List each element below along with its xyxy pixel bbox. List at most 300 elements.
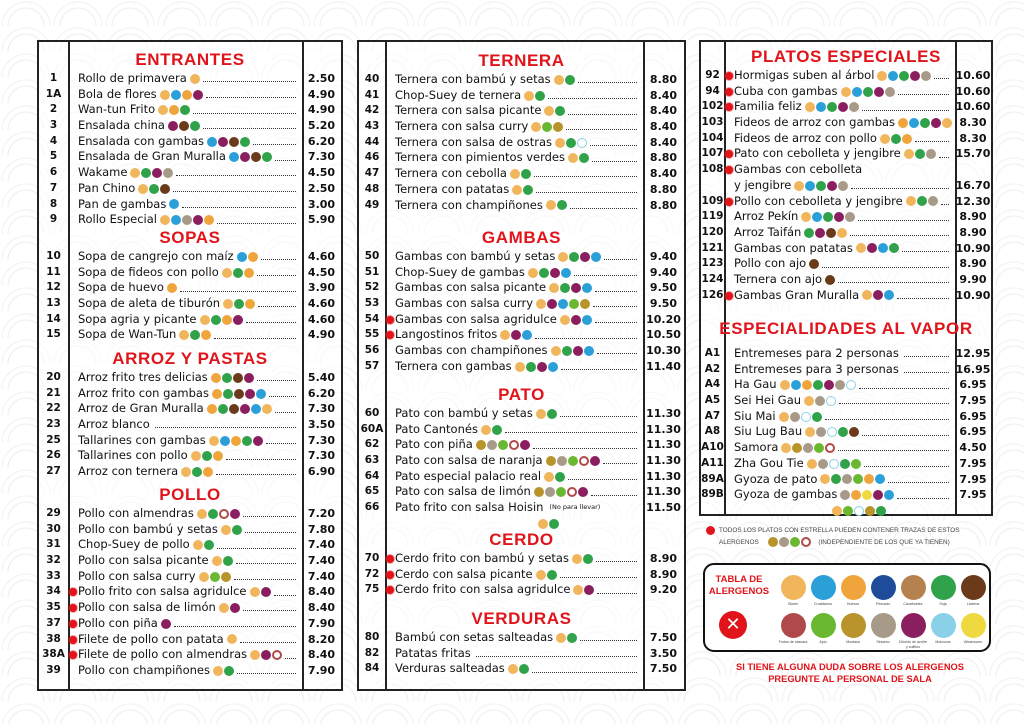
item-number: 39	[46, 663, 61, 676]
menu-item	[359, 406, 684, 422]
allergen-gluten-icon	[779, 412, 789, 422]
allergen-frutos-de-c-scara-icon	[272, 650, 282, 660]
allergen-soja-icon	[920, 118, 930, 128]
allergen-crust-ceos-icon	[791, 380, 801, 390]
legend-label: Moluscos	[935, 640, 951, 644]
allergen-icons	[509, 169, 531, 179]
item-price: 8.90	[959, 225, 987, 239]
item-price: 10.90	[955, 241, 991, 255]
allergen-gluten-icon	[880, 134, 890, 144]
legend-label: Altramuces	[964, 640, 982, 644]
item-name: Ternera con salsa picante	[395, 103, 542, 118]
allergen-crust-ceos-icon	[584, 346, 594, 356]
allergen-crust-ceos-icon	[220, 436, 230, 446]
allergen-apio-icon	[853, 474, 863, 484]
allergen-icons	[554, 138, 587, 148]
note-text: TODOS LOS PLATOS CON ESTRELLA PUEDEN CONTENER TRAZAS DE ESTOS	[719, 527, 960, 534]
allergen-icons	[168, 199, 179, 209]
menu-item	[701, 99, 991, 115]
allergen-soja-icon	[917, 196, 927, 206]
star-icon	[706, 526, 715, 535]
item-number: A8	[704, 425, 721, 438]
allergen-crust-ceos-icon	[909, 118, 919, 128]
allergen-frutos-de-c-scara-icon	[781, 613, 806, 638]
dot-leader	[176, 175, 296, 176]
dot-leader	[269, 396, 296, 397]
allergen-l-cteos-icon	[849, 427, 859, 437]
allergen-di-xido-de-azufre-y-sulfitos-icon	[230, 509, 240, 519]
item-name: Arroz frito tres delicias	[78, 370, 208, 384]
item-number: 34	[46, 585, 61, 598]
menu-item	[701, 256, 991, 272]
item-number: 50	[364, 250, 380, 262]
item-name: Pan Chino	[78, 180, 136, 195]
menu-item	[359, 551, 684, 567]
item-name: Gambas Gran Muralla	[734, 287, 860, 302]
allergen-apio-icon	[210, 572, 220, 582]
allergen-icons	[218, 603, 240, 613]
dot-leader	[236, 563, 296, 564]
item-number: 62	[364, 438, 380, 451]
item-price: 8.40	[307, 648, 336, 662]
menu-item	[39, 71, 341, 87]
dot-leader	[592, 161, 637, 162]
allergen-icons	[903, 149, 936, 159]
item-number: 1A	[45, 87, 62, 100]
menu-item	[39, 118, 341, 134]
allergen-huevos-icon	[222, 315, 232, 325]
item-price: 7.40	[307, 569, 336, 583]
allergen-icons	[499, 330, 532, 340]
allergen-gluten-icon	[536, 570, 546, 580]
allergen-icons	[553, 75, 575, 85]
allergen-soja-icon	[523, 185, 533, 195]
menu-item	[359, 312, 684, 328]
allergen-icons	[545, 200, 567, 210]
allergen-icons	[545, 456, 600, 466]
dot-leader	[257, 380, 296, 381]
allergen-di-xido-de-azufre-y-sulfitos-icon	[193, 90, 203, 100]
item-number: 37	[46, 616, 61, 629]
allergen-icons	[236, 252, 258, 262]
allergen-soja-icon	[223, 556, 233, 566]
allergen-soja-icon	[555, 472, 565, 482]
allergen-icons	[189, 74, 200, 84]
dot-leader	[862, 435, 949, 436]
menu-item	[39, 149, 341, 165]
dot-leader	[566, 129, 637, 130]
note-text-3: (INDEPENDIENTE DE LOS QUE YA TIENEN)	[818, 539, 950, 546]
dot-leader	[536, 192, 637, 193]
allergen-icons	[533, 487, 588, 497]
menu-item	[39, 584, 341, 600]
menu-section	[359, 227, 684, 375]
section-title: TERNERA	[478, 51, 565, 70]
item-name: Gambas con champiñones	[395, 343, 548, 358]
allergen-gluten-icon	[538, 519, 548, 529]
menu-item	[701, 393, 991, 409]
allergen-soja-icon	[190, 330, 200, 340]
item-name: Arroz de Gran Muralla	[78, 401, 204, 416]
dot-leader	[561, 369, 637, 370]
dot-leader	[155, 427, 296, 428]
item-name: Hormigas suben al árbol	[734, 68, 875, 82]
item-name: Arroz blanco	[78, 417, 150, 432]
item-name: Gambas con salsa picante	[395, 280, 547, 295]
allergen-gluten-icon	[515, 362, 525, 372]
legend-moluscos	[928, 613, 958, 645]
star-icon	[69, 651, 77, 659]
allergen-icons	[523, 91, 545, 101]
item-price: 8.90	[959, 257, 987, 271]
allergen-s-samo-icon	[182, 215, 192, 225]
allergen-gluten-icon	[781, 575, 806, 600]
allergen-huevos-icon	[841, 575, 866, 600]
allergen-apio-icon	[542, 122, 552, 132]
menu-item	[39, 663, 341, 679]
allergen-apio-icon	[851, 459, 861, 469]
allergen-crust-ceos-icon	[878, 243, 888, 253]
item-name: Rollo de primavera	[78, 71, 187, 85]
star-icon	[725, 88, 733, 96]
item-number: 63	[364, 454, 380, 467]
allergen-icons	[166, 283, 177, 293]
item-number: 2	[49, 103, 58, 116]
allergen-gluten-icon	[794, 181, 804, 191]
allergen-icons	[819, 474, 885, 484]
allergen-icons	[808, 259, 819, 269]
allergen-icons	[220, 525, 242, 535]
item-number: 121	[701, 241, 724, 254]
allergen-di-xido-de-azufre-y-sulfitos-icon	[218, 137, 228, 147]
allergen-crust-ceos-icon	[558, 299, 568, 309]
allergen-di-xido-de-azufre-y-sulfitos-icon	[910, 71, 920, 81]
item-name: Ternera con patatas	[395, 181, 510, 196]
dot-leader	[595, 291, 637, 292]
item-number: 35	[46, 601, 61, 614]
allergen-crust-ceos-icon	[812, 212, 822, 222]
allergen-huevos-icon	[244, 268, 254, 278]
allergen-di-xido-de-azufre-y-sulfitos-icon	[873, 290, 883, 300]
allergen-di-xido-de-azufre-y-sulfitos-icon	[511, 330, 521, 340]
item-number: 123	[701, 257, 724, 270]
allergen-soja-icon	[224, 666, 234, 676]
item-number: 89A	[701, 472, 724, 485]
section-title: PATO	[498, 385, 545, 404]
allergen-gluten-icon	[222, 268, 232, 278]
allergen-frutos-de-c-scara-icon	[509, 440, 519, 450]
item-name: Sopa de cangrejo con maíz	[78, 249, 234, 263]
allergen-l-cteos-icon	[825, 275, 835, 285]
allergen-s-samo-icon	[163, 168, 173, 178]
menu-item	[359, 88, 684, 104]
allergen-icons	[804, 427, 859, 437]
item-number: 38A	[42, 648, 65, 661]
allergen-apio-icon	[790, 537, 800, 547]
menu-item	[701, 346, 991, 362]
item-name: Siu Lug Bau	[734, 424, 803, 439]
allergen-soja-icon	[223, 389, 233, 399]
allergen-crust-ceos-icon	[229, 152, 239, 162]
menu-item	[39, 537, 341, 553]
allergen-icons	[855, 243, 899, 253]
item-price: 5.20	[307, 119, 336, 133]
item-number: 9	[49, 213, 58, 226]
allergen-huevos-icon	[231, 436, 241, 446]
item-price: 2.50	[307, 72, 336, 85]
menu-item	[39, 433, 341, 449]
allergen-gluten-icon	[555, 138, 565, 148]
star-icon	[386, 331, 394, 339]
item-price: 6.20	[307, 386, 336, 400]
menu-item	[701, 377, 991, 393]
item-price: 7.30	[307, 402, 336, 416]
allergen-di-xido-de-azufre-y-sulfitos-icon	[161, 619, 171, 629]
allergen-gluten-icon	[209, 436, 219, 446]
item-number: 22	[46, 402, 61, 415]
item-price: 7.40	[307, 554, 336, 568]
legend-altramuces	[958, 613, 988, 645]
item-number: 10	[46, 250, 61, 262]
allergen-soja-icon	[539, 268, 549, 278]
item-number: 60A	[360, 422, 384, 435]
allergen-di-xido-de-azufre-y-sulfitos-icon	[834, 212, 844, 222]
menu-item	[39, 553, 341, 569]
allergen-soja-icon	[813, 380, 823, 390]
allergen-soja-icon	[180, 105, 190, 115]
item-name: Sopa de aleta de tiburón	[78, 296, 221, 311]
allergen-icons	[514, 362, 558, 372]
dot-leader	[216, 474, 296, 475]
allergen-soja-icon	[204, 540, 214, 550]
item-number: 72	[364, 567, 380, 580]
item-name: Cerdo frito con salsa agridulce	[395, 582, 571, 597]
dot-leader	[476, 656, 637, 657]
item-name: Gyoza de pato	[734, 471, 818, 486]
item-name: Zha Gou Tie	[734, 455, 804, 470]
allergen-soja-icon	[149, 184, 159, 194]
allergen-mostaza-icon	[768, 537, 778, 547]
dot-leader	[851, 188, 949, 189]
allergen-soja-icon	[562, 346, 572, 356]
allergen-icons	[157, 105, 190, 115]
star-icon	[386, 555, 394, 563]
allergen-icons	[192, 540, 214, 550]
allergen-soja-icon	[222, 373, 232, 383]
dot-leader	[839, 403, 949, 404]
menu-item	[701, 146, 991, 162]
allergen-soja-icon	[242, 436, 252, 446]
allergen-frutos-de-c-scara-icon	[219, 509, 229, 519]
allergen-icons	[212, 666, 234, 676]
allergen-crust-ceos-icon	[256, 389, 266, 399]
item-price: 5.90	[307, 213, 336, 227]
allergen-gluten-icon	[160, 90, 170, 100]
allergen-s-samo-icon	[779, 537, 789, 547]
allergen-icons	[778, 412, 822, 422]
legend-huevos	[838, 575, 868, 607]
item-number: 126	[701, 288, 724, 301]
allergen-icons	[779, 380, 856, 390]
item-number: 26	[46, 449, 61, 462]
star-icon	[725, 150, 733, 158]
item-name: Chop-Suey de pollo	[78, 537, 190, 552]
allergen-soja-icon	[804, 228, 814, 238]
dot-leader	[941, 204, 949, 205]
menu-item	[359, 359, 684, 375]
item-number: A1	[704, 347, 721, 359]
item-number: 43	[364, 120, 380, 133]
item-number: 57	[364, 359, 380, 372]
allergen-icons	[897, 118, 952, 128]
allergen-s-samo-icon	[921, 71, 931, 81]
item-name: Verduras salteadas	[395, 661, 505, 676]
menu-item	[359, 265, 684, 281]
dot-leader	[838, 450, 949, 451]
allergen-icons	[507, 664, 529, 674]
menu-item	[359, 422, 684, 438]
menu-item	[359, 646, 684, 662]
allergen-gluten-icon	[805, 427, 815, 437]
item-price: 8.40	[307, 585, 336, 599]
allergen-huevos-icon	[201, 330, 211, 340]
allergen-icons	[824, 275, 835, 285]
allergen-icons	[793, 181, 848, 191]
allergen-icons	[879, 134, 912, 144]
allergen-soja-icon	[823, 212, 833, 222]
item-number: 7	[49, 181, 58, 194]
menu-section	[701, 46, 991, 303]
allergen-di-xido-de-azufre-y-sulfitos-icon	[152, 168, 162, 178]
dot-leader	[858, 220, 949, 221]
allergen-icons	[249, 650, 282, 660]
footer-line-1: SI TIENE ALGUNA DUDA SOBRE LOS ALERGENOS	[736, 662, 964, 672]
allergen-gluten-icon	[508, 664, 518, 674]
menu-item	[39, 417, 341, 433]
legend-label: Sésamo	[876, 640, 890, 644]
menu-item	[39, 464, 341, 480]
allergen-gluten-icon	[130, 168, 140, 178]
allergen-gluten-icon	[190, 74, 200, 84]
item-number: 56	[364, 344, 380, 357]
item-name: Pollo con almendras	[78, 506, 194, 520]
item-price: 11.30	[646, 469, 681, 483]
allergen-gluten-icon	[856, 243, 866, 253]
allergen-altramuces-icon	[862, 490, 872, 500]
item-price: 8.40	[307, 601, 336, 615]
allergen-icons	[839, 490, 894, 500]
allergen-frutos-de-c-scara-icon	[825, 443, 835, 453]
menu-item	[39, 249, 341, 265]
dot-leader	[904, 372, 949, 373]
allergen-crust-ceos-icon	[884, 290, 894, 300]
menu-item	[701, 68, 991, 84]
allergen-di-xido-de-azufre-y-sulfitos-icon	[578, 487, 588, 497]
menu-item	[39, 165, 341, 181]
allergen-soja-icon	[240, 137, 250, 147]
item-price: 6.90	[307, 465, 336, 479]
allergen-huevos-icon	[902, 134, 912, 144]
allergen-crust-ceos-icon	[582, 315, 592, 325]
allergen-icons	[511, 185, 533, 195]
item-number: 75	[364, 583, 380, 596]
item-name: Rollo Especial	[78, 212, 157, 227]
item-number: 82	[364, 646, 380, 659]
allergen-gluten-icon	[212, 556, 222, 566]
item-price: 15.70	[955, 147, 991, 161]
allergen-icons	[226, 634, 237, 644]
allergen-soja-icon	[555, 106, 565, 116]
allergen-soja-icon	[876, 506, 886, 516]
item-price: 11.30	[646, 485, 681, 499]
item-number: 20	[46, 371, 61, 383]
allergen-soja-icon	[232, 525, 242, 535]
dot-leader	[243, 516, 296, 517]
item-number: 109	[701, 194, 724, 207]
menu-item	[39, 522, 341, 538]
allergen-soja-icon	[827, 102, 837, 112]
item-number: A7	[704, 409, 721, 422]
menu-section	[701, 318, 991, 519]
allergen-s-samo-icon	[842, 474, 852, 484]
allergen-di-xido-de-azufre-y-sulfitos-icon	[244, 373, 254, 383]
dot-leader	[182, 207, 296, 208]
menu-item	[359, 182, 684, 198]
dot-leader	[240, 642, 296, 643]
allergen-gluten-icon	[942, 118, 952, 128]
allergen-soja-icon	[549, 519, 559, 529]
item-name: Arroz Taifán	[734, 224, 802, 239]
menu-item	[701, 424, 991, 440]
menu-item	[39, 448, 341, 464]
legend-l-cteos	[958, 575, 988, 607]
allergen-soja-icon	[233, 268, 243, 278]
allergen-soja-icon	[566, 138, 576, 148]
dot-leader	[257, 275, 296, 276]
item-name: Ternera con pimientos verdes	[395, 150, 565, 165]
menu-section	[39, 348, 341, 480]
item-name: Ternera con cebolla	[395, 166, 507, 181]
allergen-di-xido-de-azufre-y-sulfitos-icon	[520, 440, 530, 450]
item-number: 119	[701, 210, 724, 223]
menu-item	[701, 472, 991, 488]
dot-leader	[275, 160, 296, 161]
allergen-soja-icon	[891, 134, 901, 144]
item-name: Ternera con champiñones	[395, 197, 543, 212]
menu-item	[39, 212, 341, 228]
item-number: 5	[49, 150, 58, 163]
menu-item	[359, 119, 684, 135]
item-name: Ha Gau	[734, 377, 777, 392]
item-number: 12	[46, 281, 61, 294]
dot-leader	[261, 259, 296, 260]
item-price: 8.80	[649, 73, 678, 86]
dot-leader	[237, 673, 296, 674]
menu-item	[39, 134, 341, 150]
allergen-gluten-icon	[160, 215, 170, 225]
allergen-soja-icon	[560, 283, 570, 293]
item-name: Ternera con gambas	[395, 358, 512, 373]
allergen-crust-ceos-icon	[811, 575, 836, 600]
close-x-icon: ✕	[719, 611, 747, 639]
item-price: 5.40	[307, 371, 336, 384]
dot-leader	[246, 322, 296, 323]
item-price: 7.50	[649, 662, 678, 676]
dot-leader	[864, 466, 949, 467]
allergen-di-xido-de-azufre-y-sulfitos-icon	[874, 87, 884, 97]
legend-soja	[928, 575, 958, 607]
allergen-huevos-icon	[245, 299, 255, 309]
